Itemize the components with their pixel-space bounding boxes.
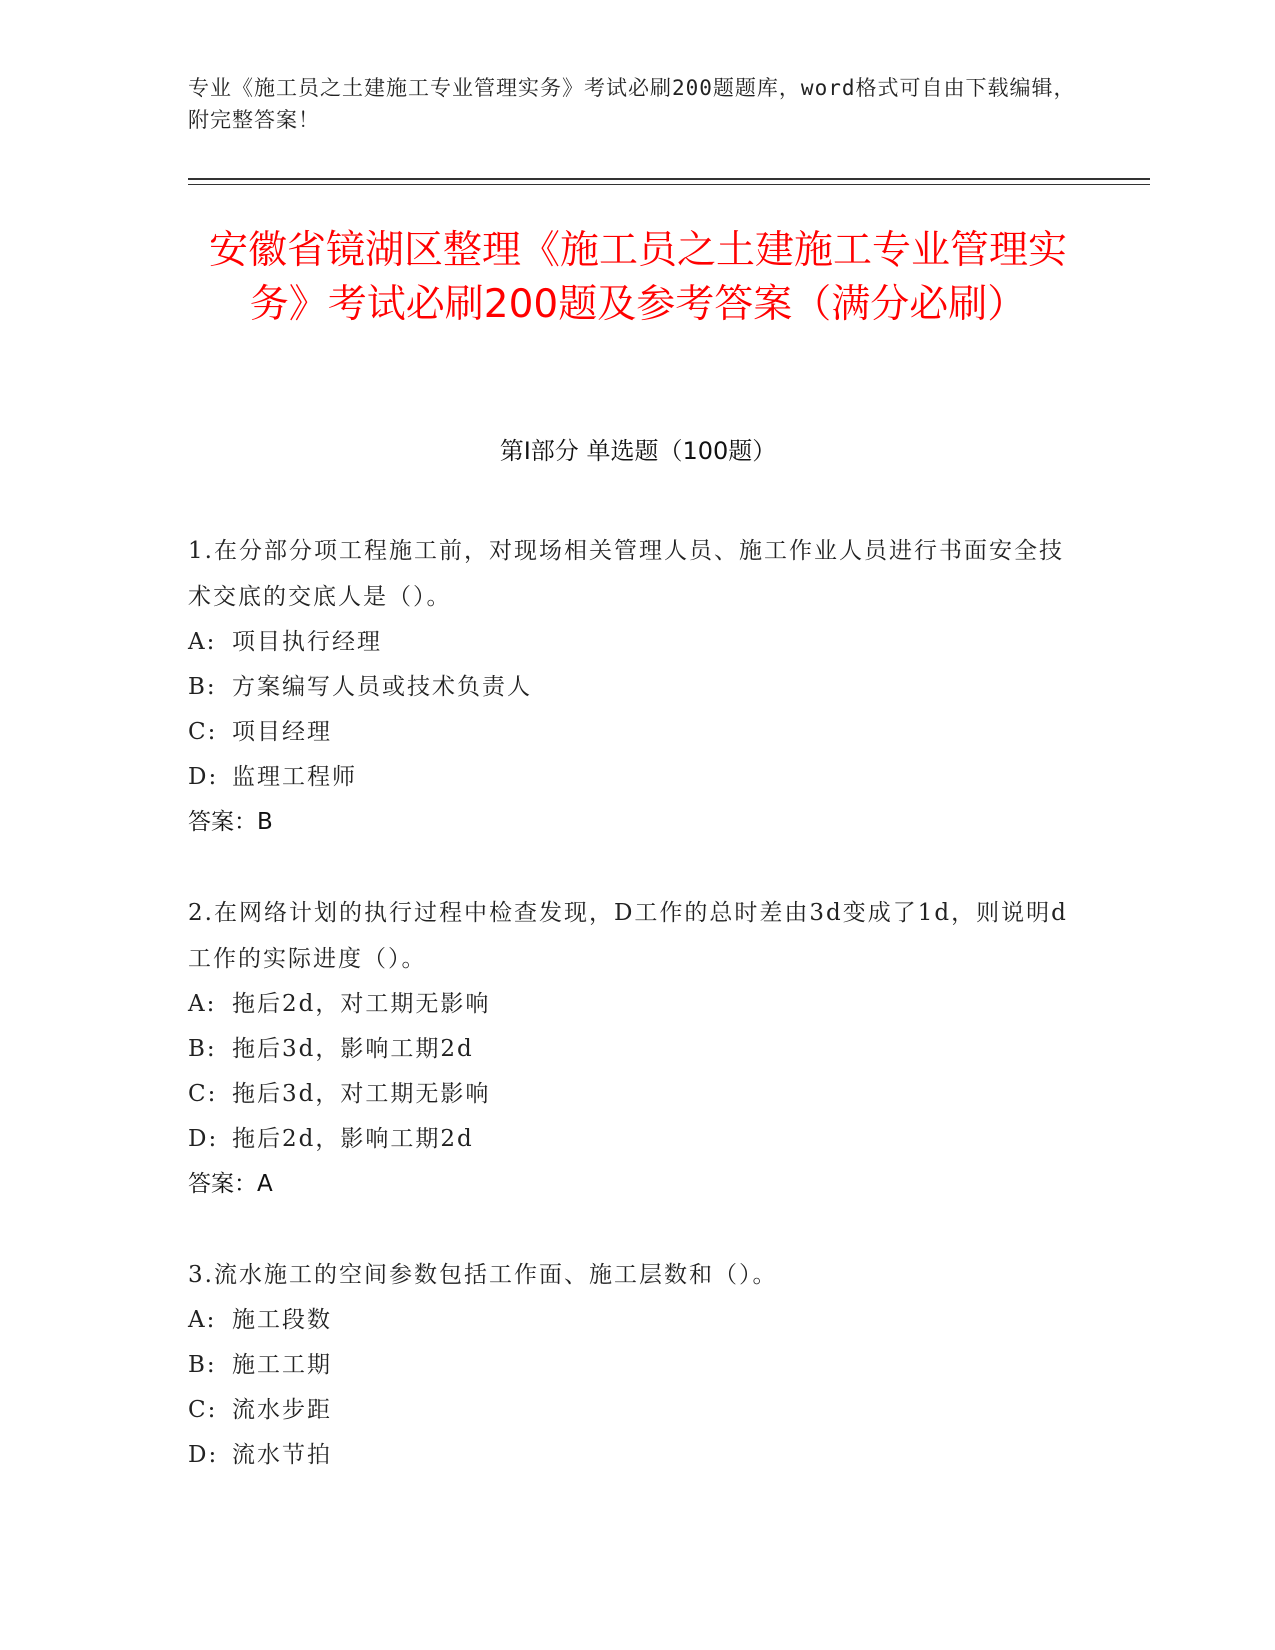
option-text: 项目执行经理 [232, 629, 382, 655]
option-d [188, 755, 1088, 800]
option-c [188, 1388, 1088, 1433]
question-stem: 1.在分部分项工程施工前，对现场相关管理人员、施工作业人员进行书面安全技术交底的交底人是（）。 [188, 538, 1064, 610]
header-note: 专业《施工员之土建施工专业管理实务》考试必刷200题题库，word格式可自由下载编辑，附完整答案！ [188, 76, 1076, 132]
option-b [188, 1343, 1088, 1388]
question-stem: 2.在网络计划的执行过程中检查发现，D工作的总时差由3d变成了1d，则说明d工作的实际进度（）。 [188, 900, 1068, 972]
option-text: 拖后3d，对工期无影响 [232, 1081, 491, 1107]
option-key: B: [188, 1352, 217, 1378]
option-key: D: [188, 764, 219, 790]
option-text: 拖后2d，对工期无影响 [232, 991, 491, 1017]
option-key: D: [188, 1442, 219, 1468]
option-key: C: [188, 719, 218, 745]
option-key: C: [188, 1397, 218, 1423]
option-text: 拖后3d，影响工期2d [232, 1036, 474, 1062]
option-key: D: [188, 1126, 219, 1152]
option-text: 项目经理 [232, 719, 332, 745]
option-text: 方案编写人员或技术负责人 [232, 674, 532, 700]
section-heading: 第I部分 单选题（100题） [499, 437, 777, 465]
option-a [188, 620, 1088, 665]
answer-line: 答案：B [188, 809, 273, 835]
question-1 [188, 528, 1088, 845]
option-key: C: [188, 1081, 218, 1107]
header-divider-thick [188, 178, 1150, 180]
document-title: 安徽省镜湖区整理《施工员之土建施工专业管理实务》考试必刷200题及参考答案（满分必刷） [208, 228, 1067, 327]
option-text: 监理工程师 [232, 764, 357, 790]
option-a [188, 1298, 1088, 1343]
option-text: 流水步距 [232, 1397, 332, 1423]
question-stem: 3.流水施工的空间参数包括工作面、施工层数和（）。 [188, 1262, 778, 1288]
option-text: 施工段数 [232, 1307, 332, 1333]
option-key: A: [188, 991, 217, 1017]
header-divider-thin [188, 184, 1150, 185]
option-key: A: [188, 629, 217, 655]
question-3 [188, 1252, 1088, 1478]
option-key: B: [188, 1036, 217, 1062]
option-c [188, 1072, 1088, 1117]
option-b [188, 665, 1088, 710]
option-key: B: [188, 674, 217, 700]
option-text: 流水节拍 [232, 1442, 332, 1468]
answer-line: 答案：A [188, 1171, 273, 1197]
option-text: 拖后2d，影响工期2d [232, 1126, 474, 1152]
option-d [188, 1117, 1088, 1162]
option-c [188, 710, 1088, 755]
option-text: 施工工期 [232, 1352, 332, 1378]
question-2 [188, 890, 1088, 1207]
option-a [188, 982, 1088, 1027]
option-d [188, 1433, 1088, 1478]
option-b [188, 1027, 1088, 1072]
option-key: A: [188, 1307, 217, 1333]
